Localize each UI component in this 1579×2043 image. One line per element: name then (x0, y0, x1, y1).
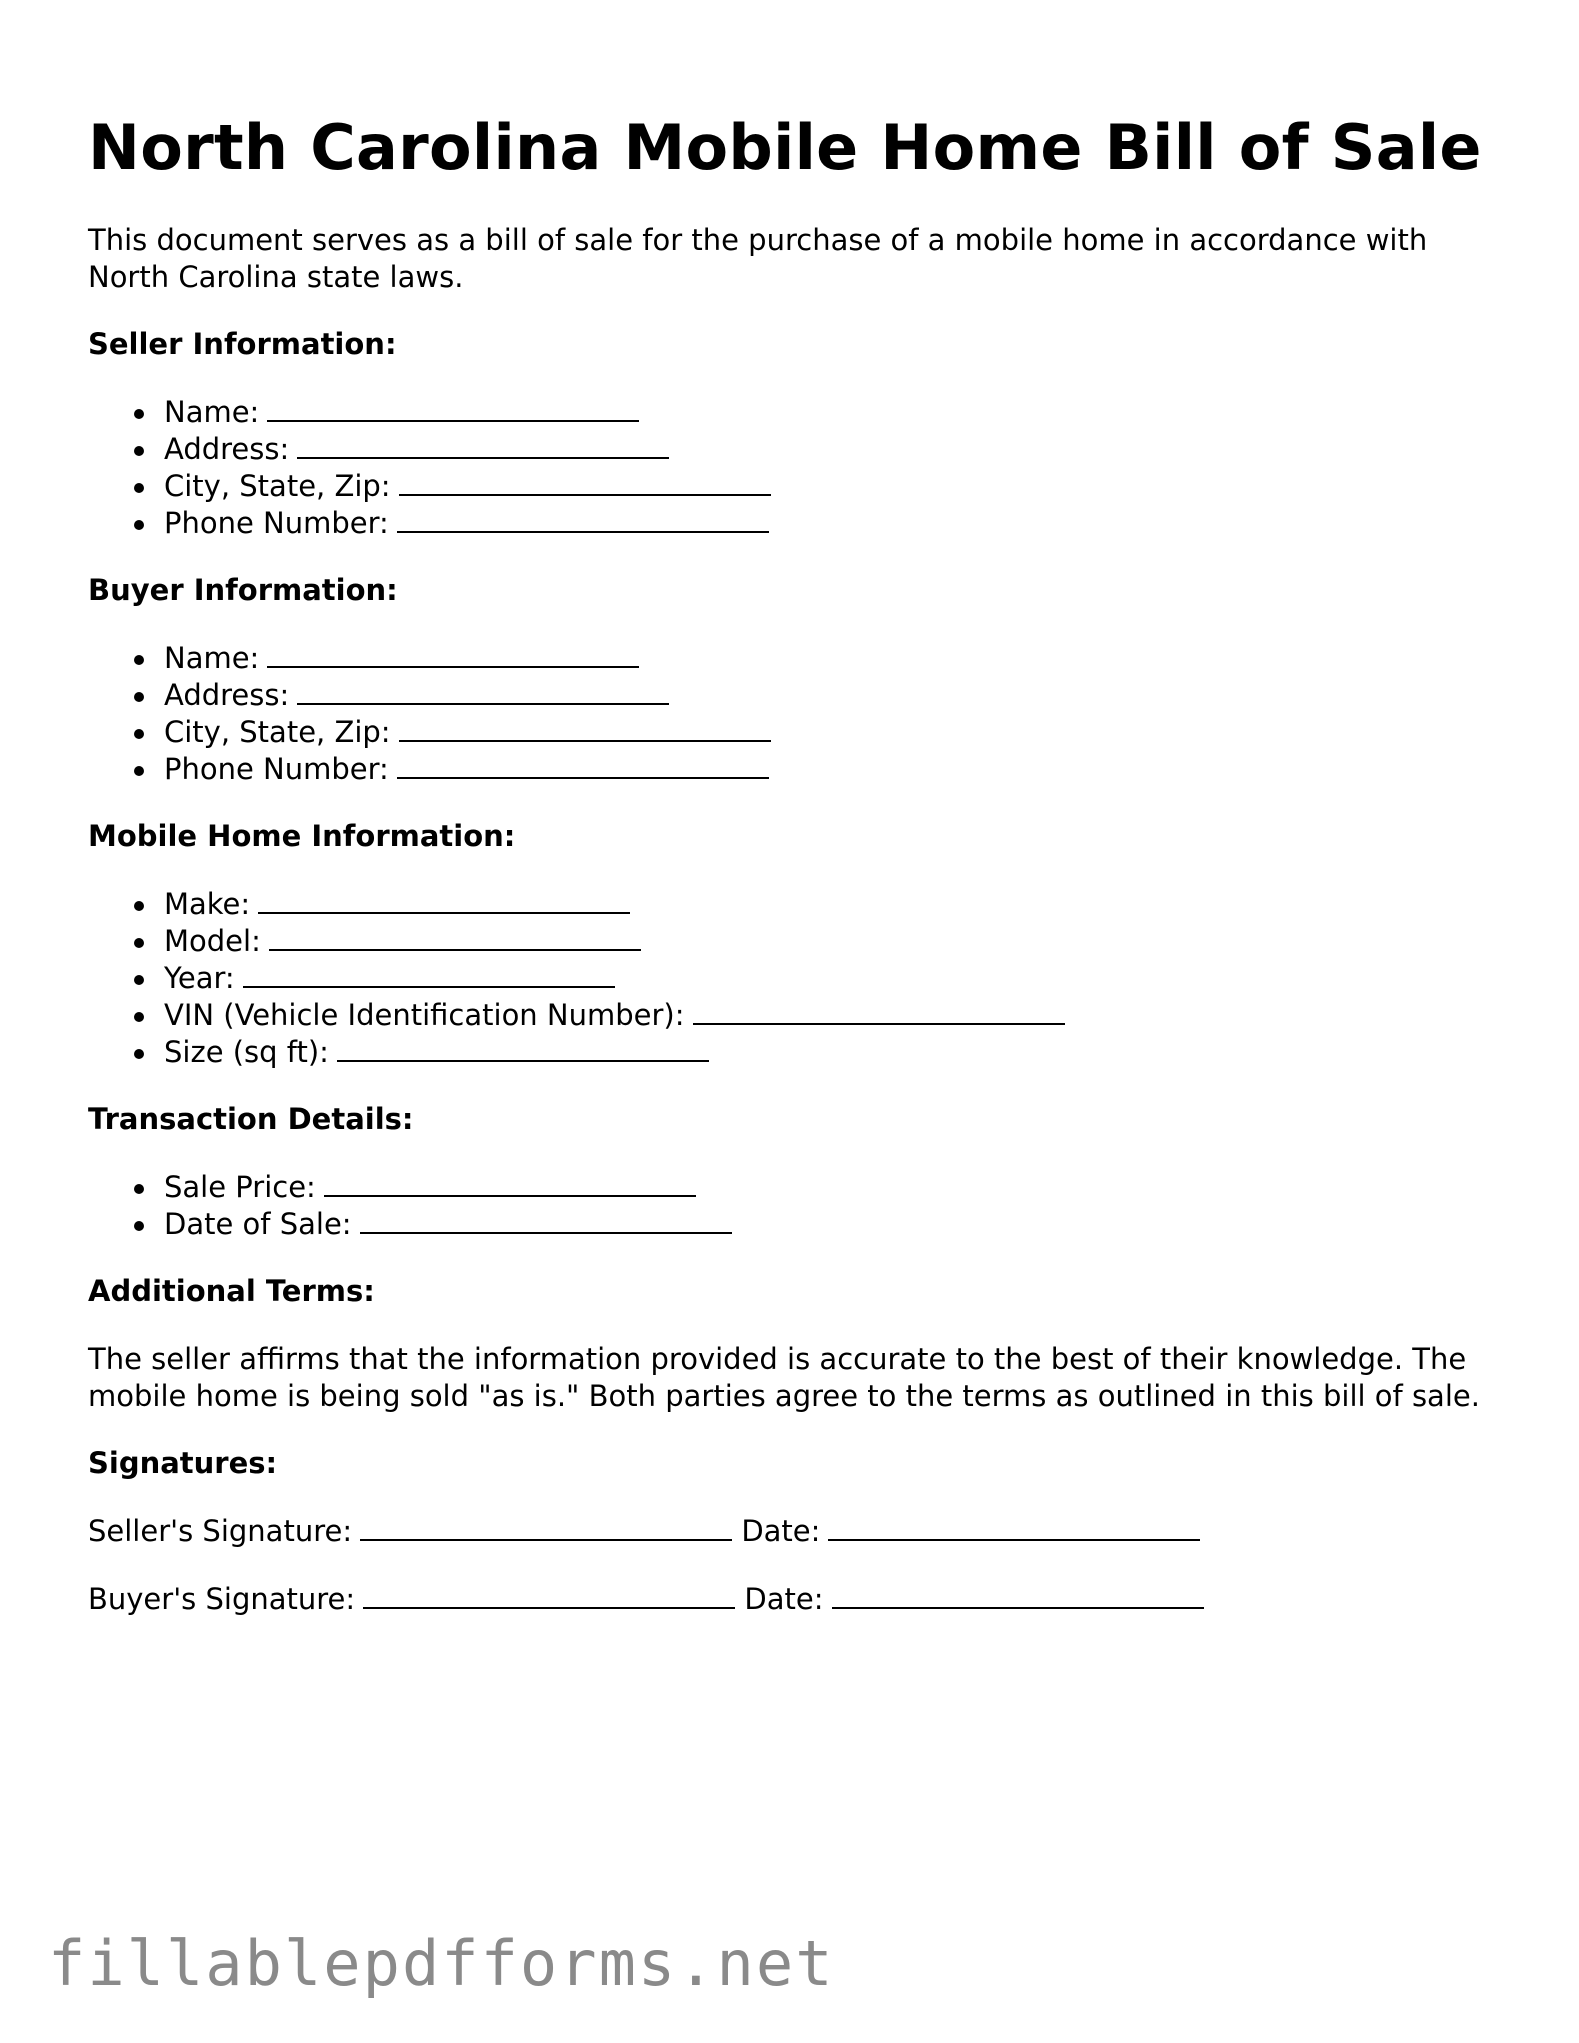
bullet-icon (134, 446, 144, 456)
bullet-icon (134, 520, 144, 530)
date-of-sale-blank[interactable] (360, 1206, 732, 1234)
sale-price-blank[interactable] (324, 1169, 696, 1197)
seller-date-label: Date: (741, 1514, 821, 1548)
field-label: Address: (164, 678, 290, 712)
field-label: City, State, Zip: (164, 469, 391, 503)
seller-address-field (88, 431, 1508, 468)
make-field (88, 886, 1508, 923)
watermark: fillablepdfforms.net (48, 1927, 835, 2000)
bullet-icon (134, 975, 144, 985)
model-blank[interactable] (269, 923, 641, 951)
bullet-icon (134, 1012, 144, 1022)
seller-date-blank[interactable] (828, 1513, 1200, 1541)
field-label: Phone Number: (164, 752, 389, 786)
buyer-name-field (88, 640, 1508, 677)
make-blank[interactable] (258, 886, 630, 914)
buyer-section-heading: Buyer Information: (88, 573, 398, 607)
seller-name-field (88, 394, 1508, 431)
bullet-icon (134, 901, 144, 911)
buyer-signature-label: Buyer's Signature: (88, 1582, 356, 1616)
buyer-city-state-zip-field (88, 714, 1508, 751)
field-label: Make: (164, 887, 251, 921)
bullet-icon (134, 409, 144, 419)
buyer-fields-list (88, 640, 1508, 788)
buyer-phone-field (88, 751, 1508, 788)
field-label: City, State, Zip: (164, 715, 391, 749)
document-title: North Carolina Mobile Home Bill of Sale (88, 111, 1482, 184)
seller-signature-line (88, 1513, 1508, 1550)
seller-name-blank[interactable] (267, 394, 639, 422)
year-field (88, 960, 1508, 997)
bullet-icon (134, 692, 144, 702)
seller-phone-blank[interactable] (397, 505, 769, 533)
bullet-icon (134, 729, 144, 739)
buyer-address-blank[interactable] (297, 677, 669, 705)
bullet-icon (134, 655, 144, 665)
seller-section-heading: Seller Information: (88, 327, 397, 361)
seller-address-blank[interactable] (297, 431, 669, 459)
size-blank[interactable] (337, 1034, 709, 1062)
buyer-name-blank[interactable] (267, 640, 639, 668)
vin-blank[interactable] (693, 997, 1065, 1025)
intro-paragraph: This document serves as a bill of sale for the purchase of a mobile home in accordance with North Carolina state laws. (88, 223, 1428, 294)
transaction-section-heading: Transaction Details: (88, 1102, 414, 1136)
field-label: Size (sq ft): (164, 1035, 329, 1069)
field-label: Name: (164, 641, 260, 675)
field-label: Date of Sale: (164, 1207, 352, 1241)
seller-city-state-zip-field (88, 468, 1508, 505)
buyer-city-state-zip-blank[interactable] (399, 714, 771, 742)
buyer-date-label: Date: (744, 1582, 824, 1616)
seller-city-state-zip-blank[interactable] (399, 468, 771, 496)
field-label: Phone Number: (164, 506, 389, 540)
transaction-fields-list (88, 1169, 1508, 1243)
seller-phone-field (88, 505, 1508, 542)
field-label: Model: (164, 924, 261, 958)
bullet-icon (134, 483, 144, 493)
signatures-heading: Signatures: (88, 1446, 278, 1480)
size-field (88, 1034, 1508, 1071)
sale-price-field (88, 1169, 1508, 1206)
bullet-icon (134, 938, 144, 948)
date-of-sale-field (88, 1206, 1508, 1243)
buyer-address-field (88, 677, 1508, 714)
seller-signature-label: Seller's Signature: (88, 1514, 353, 1548)
model-field (88, 923, 1508, 960)
document-page (88, 0, 1508, 1618)
field-label: Address: (164, 432, 290, 466)
vin-field (88, 997, 1508, 1034)
mobile-home-fields-list (88, 886, 1508, 1071)
buyer-signature-blank[interactable] (363, 1581, 735, 1609)
field-label: Year: (164, 961, 235, 995)
mobile-home-section-heading: Mobile Home Information: (88, 819, 516, 853)
buyer-signature-line (88, 1581, 1508, 1618)
bullet-icon (134, 1221, 144, 1231)
buyer-phone-blank[interactable] (397, 751, 769, 779)
buyer-date-blank[interactable] (832, 1581, 1204, 1609)
seller-fields-list (88, 394, 1508, 542)
field-label: Sale Price: (164, 1170, 316, 1204)
seller-signature-blank[interactable] (360, 1513, 732, 1541)
field-label: VIN (Vehicle Identification Number): (164, 998, 685, 1032)
additional-terms-heading: Additional Terms: (88, 1274, 375, 1308)
bullet-icon (134, 1184, 144, 1194)
additional-terms-text: The seller affirms that the information provided is accurate to the best of their knowledge. The mobile home is being sold "as is." Both parties agree to the terms as outlined in this bill of sale. (88, 1342, 1480, 1413)
bullet-icon (134, 1049, 144, 1059)
bullet-icon (134, 766, 144, 776)
year-blank[interactable] (243, 960, 615, 988)
field-label: Name: (164, 395, 260, 429)
